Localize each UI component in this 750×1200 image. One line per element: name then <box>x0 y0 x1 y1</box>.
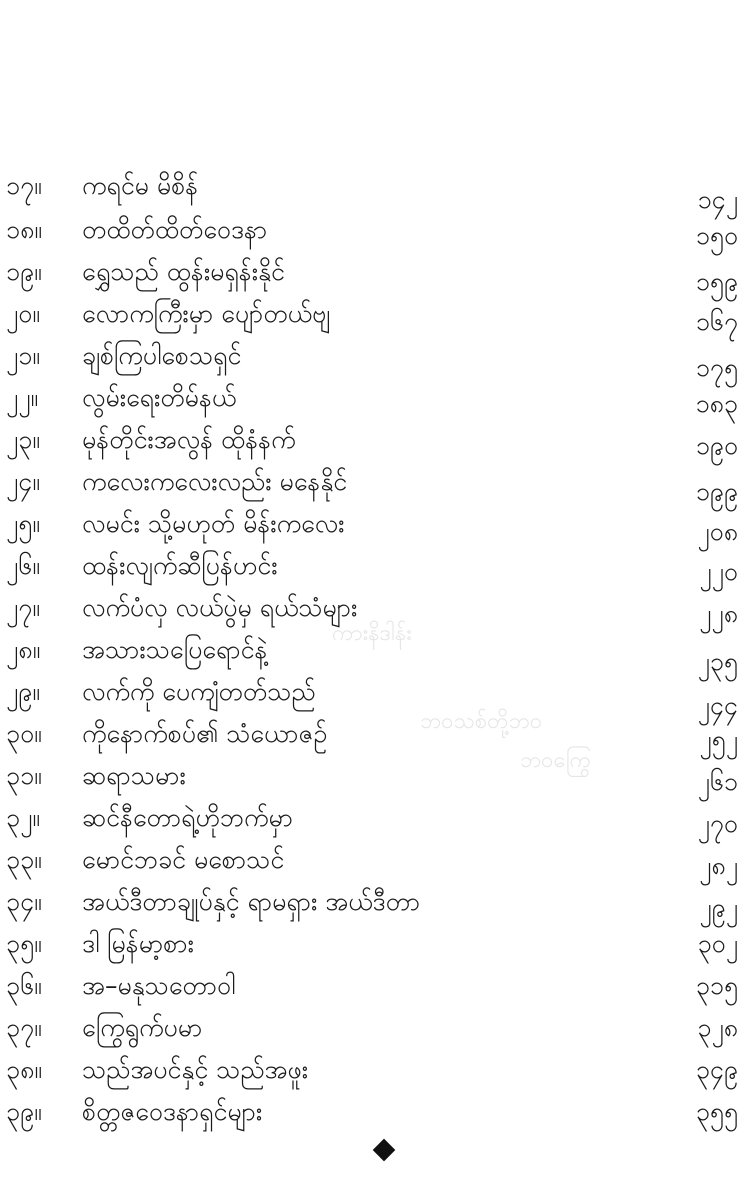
entry-number: ၂၂။ <box>6 383 39 412</box>
entry-page-number: ၁၇၅ <box>695 353 738 382</box>
toc-entry[interactable] <box>0 506 750 546</box>
entry-title: ကြွေရွက်ပမာ <box>82 1013 203 1042</box>
entry-number: ၂၈။ <box>6 635 41 664</box>
entry-page-number: ၂၀၈ <box>697 517 738 546</box>
entry-number: ၃၁။ <box>6 761 42 790</box>
entry-page-number: ၂၉၂ <box>699 893 738 922</box>
toc-entry[interactable] <box>0 380 750 416</box>
toc-entry[interactable] <box>0 632 750 676</box>
toc-entry[interactable] <box>0 884 750 920</box>
entry-page-number: ၂၈၂ <box>699 851 738 880</box>
entry-number: ၃၂။ <box>6 803 40 832</box>
entry-page-number: ၂၄၄ <box>697 691 738 720</box>
entry-title: လက်ပံလှ လယ်ပွဲမှ ရယ်သံများ <box>82 593 358 622</box>
entry-title: လက်ကို ပေကျံတတ်သည် <box>82 677 316 706</box>
entry-number: ၃၇။ <box>6 1013 42 1042</box>
entry-number: ၃၀။ <box>6 719 42 748</box>
toc-entry[interactable] <box>0 254 750 296</box>
entry-page-number: ၂၂၀ <box>699 557 738 586</box>
entry-title: လွမ်းရေးတိမ်နယ် <box>82 383 237 412</box>
bleed-through-text: ဘဝကြွေ <box>520 748 592 773</box>
toc-entry[interactable] <box>0 758 750 794</box>
entry-page-number: ၂၅၂ <box>699 725 738 754</box>
entry-page-number: ၁၉၉ <box>695 477 738 506</box>
entry-number: ၂၄။ <box>6 467 40 496</box>
toc-entry[interactable] <box>0 338 750 382</box>
toc-entry[interactable] <box>0 716 750 752</box>
entry-title: ချစ်ကြပါစေသရှင် <box>82 341 242 370</box>
entry-page-number: ၂၆၁ <box>697 767 738 796</box>
entry-title: လောကကြီးမှာ ပျော်တယ်ဗျ <box>82 299 331 328</box>
entry-title: တထိတ်ထိတ်ဝေဒနာ <box>82 215 268 244</box>
entry-page-number: ၃၂၈ <box>697 1013 738 1042</box>
entry-number: ၂၆။ <box>6 551 40 580</box>
entry-title: ကရင်မ မိစိန် <box>82 171 199 200</box>
entry-title: အယ်ဒီတာချုပ်နှင့် ရာမရှား အယ်ဒီတာ <box>82 887 421 916</box>
entry-page-number: ၃၀၂ <box>697 929 738 958</box>
toc-entry[interactable] <box>0 168 750 214</box>
toc-entry[interactable] <box>0 842 750 878</box>
toc-entry[interactable] <box>0 464 750 506</box>
entry-title: ဆရာသမား <box>82 761 186 790</box>
toc-entry[interactable] <box>0 674 750 720</box>
entry-page-number: ၃၄၉ <box>695 1055 738 1084</box>
entry-number: ၂၉။ <box>6 677 40 706</box>
toc-entry[interactable] <box>0 1010 750 1046</box>
toc-entry[interactable] <box>0 590 750 626</box>
entry-title: ရွှေသည် ထွန်းမရှန်းနိုင် <box>82 257 285 286</box>
entry-page-number: ၃၁၅ <box>695 971 738 1000</box>
entry-page-number: ၁၆၇ <box>695 307 738 336</box>
entry-number: ၂၅။ <box>6 509 40 538</box>
entry-number: ၂၁။ <box>6 341 40 370</box>
toc-entry[interactable] <box>0 926 750 962</box>
entry-title: စိတ္တဇဝေဒနာရှင်များ <box>82 1097 263 1126</box>
entry-number: ၃၃။ <box>6 845 42 874</box>
entry-page-number: ၃၅၅ <box>695 1097 738 1126</box>
entry-page-number: ၂၂၈ <box>699 599 738 628</box>
entry-page-number: ၁၄၂ <box>697 185 738 214</box>
entry-number: ၁၉။ <box>6 257 42 286</box>
entry-number: ၁၇။ <box>6 171 42 200</box>
entry-title: အသားသပြေရောင်နဲ့ <box>82 635 268 664</box>
bleed-through-text: ကားနိဒါန်း <box>332 621 412 646</box>
entry-number: ၃၅။ <box>6 929 42 958</box>
toc-entry[interactable] <box>0 548 750 584</box>
toc-entry[interactable] <box>0 422 750 458</box>
toc-entry[interactable] <box>0 1052 750 1088</box>
entry-title: ကလေးကလေးလည်း မနေနိုင် <box>82 467 348 496</box>
entry-number: ၁၈။ <box>6 215 42 244</box>
entry-title: ဆင်နီတောရဲ့ဟိုဘက်မှာ <box>82 803 294 832</box>
entry-page-number: ၁၉၀ <box>695 431 738 460</box>
bleed-through-text: ဘဝသစ်တို့ဘဝ <box>420 709 543 734</box>
entry-title: မုန်တိုင်းအလွန် ထိုနံနက် <box>82 425 296 454</box>
toc-entry[interactable] <box>0 296 750 336</box>
entry-title: သည်အပင်နှင့် သည်အဖူး <box>82 1055 309 1084</box>
entry-title: လမင်း သို့မဟုတ် မိန်းကလေး <box>82 509 345 538</box>
entry-number: ၂၀။ <box>6 299 40 328</box>
toc-entry[interactable] <box>0 1094 750 1130</box>
entry-page-number: ၂၃၅ <box>697 647 738 676</box>
entry-number: ၂၇။ <box>6 593 40 622</box>
entry-number: ၂၃။ <box>6 425 40 454</box>
entry-page-number: ၁၅၀ <box>695 221 738 250</box>
entry-title: အ–မနုသတောဝါ <box>82 971 236 1000</box>
toc-entry[interactable] <box>0 968 750 1004</box>
entry-number: ၃၈။ <box>6 1055 42 1084</box>
entry-number: ၃၄။ <box>6 887 42 916</box>
entry-title: မောင်ဘခင် မစောသင် <box>82 845 285 874</box>
toc-entry[interactable] <box>0 212 750 248</box>
entry-title: ဒါ မြန်မာ့စား <box>82 929 194 958</box>
entry-page-number: ၁၅၉ <box>695 267 738 296</box>
toc-entry[interactable] <box>0 800 750 836</box>
entry-title: ကိုနောက်စပ်၏ သံယောဇဉ် <box>82 719 328 748</box>
entry-title: ထန်းလျက်ဆီပြန်ဟင်း <box>82 551 278 580</box>
entry-number: ၃၆။ <box>6 971 42 1000</box>
entry-number: ၃၉။ <box>6 1097 42 1126</box>
entry-page-number: ၂၇၀ <box>697 809 738 838</box>
entry-page-number: ၁၈၃ <box>695 389 738 418</box>
